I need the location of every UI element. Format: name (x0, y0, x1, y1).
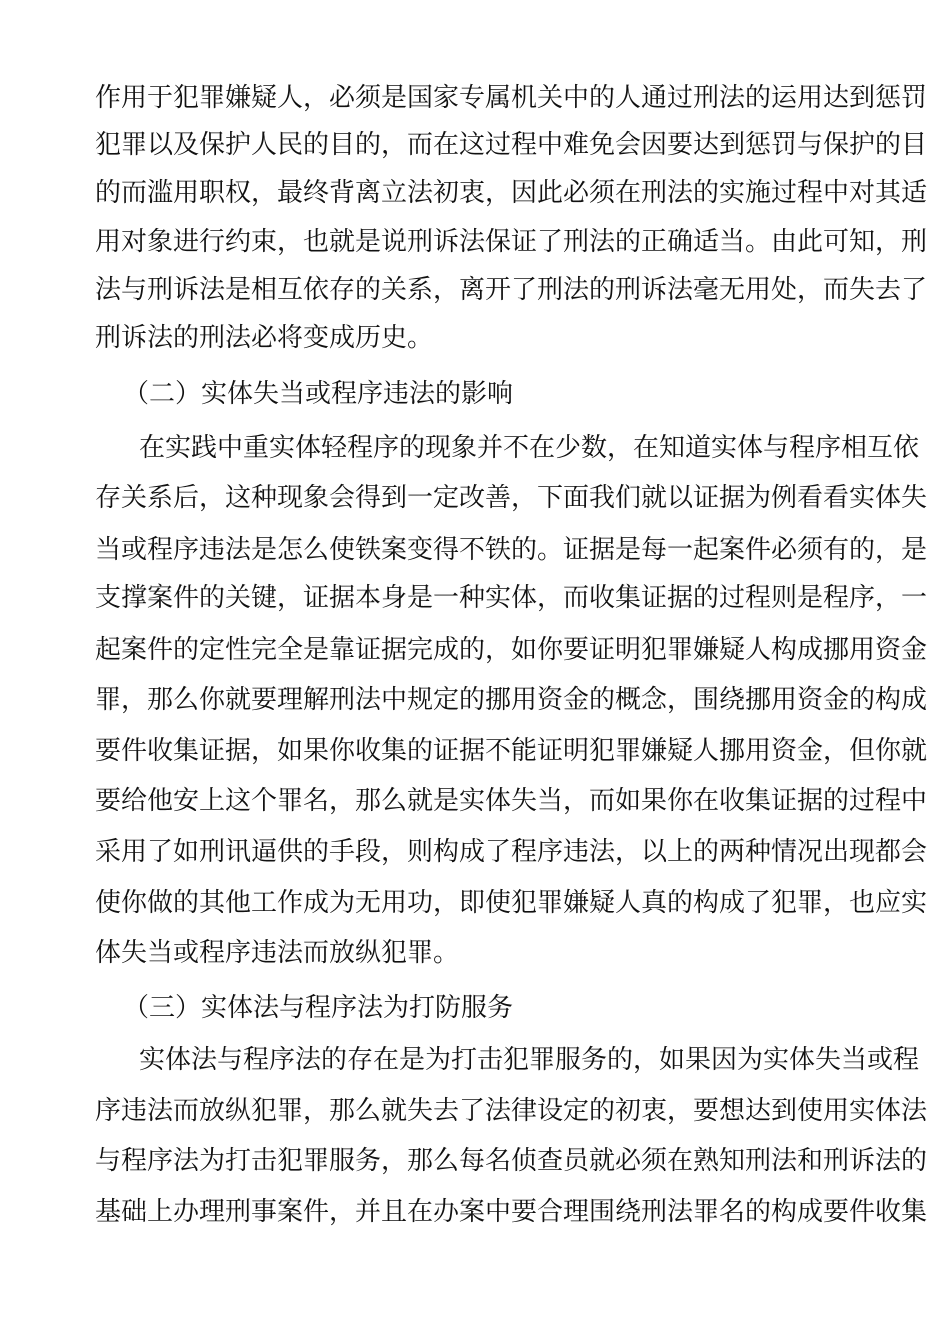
paragraph-2-line: 要件收集证据，如果你收集的证据不能证明犯罪嫌疑人挪用资金，但你就 (95, 736, 928, 766)
paragraph-2-line: 存关系后，这种现象会得到一定改善，下面我们就以证据为例看看实体失 (95, 483, 928, 513)
paragraph-2-line: 要给他安上这个罪名，那么就是实体失当，而如果你在收集证据的过程中 (95, 786, 928, 816)
paragraph-3-line: 与程序法为打击犯罪服务，那么每名侦查员就必须在熟知刑法和刑诉法的 (95, 1146, 928, 1176)
paragraph-2-line: 当或程序违法是怎么使铁案变得不铁的。证据是每一起案件必须有的，是 (95, 535, 928, 565)
paragraph-1-line: 用对象进行约束，也就是说刑诉法保证了刑法的正确适当。由此可知，刑 (95, 227, 928, 257)
paragraph-2-line: 体失当或程序违法而放纵犯罪。 (95, 938, 460, 968)
paragraph-2-line: 在实践中重实体轻程序的现象并不在少数，在知道实体与程序相互依 (139, 433, 920, 463)
paragraph-1-line: 法与刑诉法是相互依存的关系，离开了刑法的刑诉法毫无用处，而失去了 (95, 275, 928, 305)
section-heading-2: （二）实体失当或程序违法的影响 (123, 379, 514, 409)
paragraph-2-line: 罪，那么你就要理解刑法中规定的挪用资金的概念，围绕挪用资金的构成 (95, 685, 928, 715)
paragraph-1-line: 的而滥用职权，最终背离立法初衷，因此必须在刑法的实施过程中对其适 (95, 178, 928, 208)
section-heading-3: （三）实体法与程序法为打防服务 (123, 993, 514, 1023)
paragraph-3-line: 实体法与程序法的存在是为打击犯罪服务的，如果因为实体失当或程 (139, 1045, 920, 1075)
paragraph-2-line: 采用了如刑讯逼供的手段，则构成了程序违法，以上的两种情况出现都会 (95, 837, 928, 867)
paragraph-1-line: 犯罪以及保护人民的目的，而在这过程中难免会因要达到惩罚与保护的目 (95, 130, 928, 160)
paragraph-1-line: 作用于犯罪嫌疑人，必须是国家专属机关中的人通过刑法的运用达到惩罚 (95, 83, 928, 113)
paragraph-2-line: 使你做的其他工作成为无用功，即使犯罪嫌疑人真的构成了犯罪，也应实 (95, 888, 928, 918)
paragraph-3-line: 序违法而放纵犯罪，那么就失去了法律设定的初衷，要想达到使用实体法 (95, 1096, 928, 1126)
paragraph-2-line: 支撑案件的关键，证据本身是一种实体，而收集证据的过程则是程序，一 (95, 583, 928, 613)
paragraph-2-line: 起案件的定性完全是靠证据完成的，如你要证明犯罪嫌疑人构成挪用资金 (95, 635, 928, 665)
paragraph-3-line: 基础上办理刑事案件，并且在办案中要合理围绕刑法罪名的构成要件收集 (95, 1197, 928, 1227)
paragraph-1-line: 刑诉法的刑法必将变成历史。 (95, 323, 434, 353)
